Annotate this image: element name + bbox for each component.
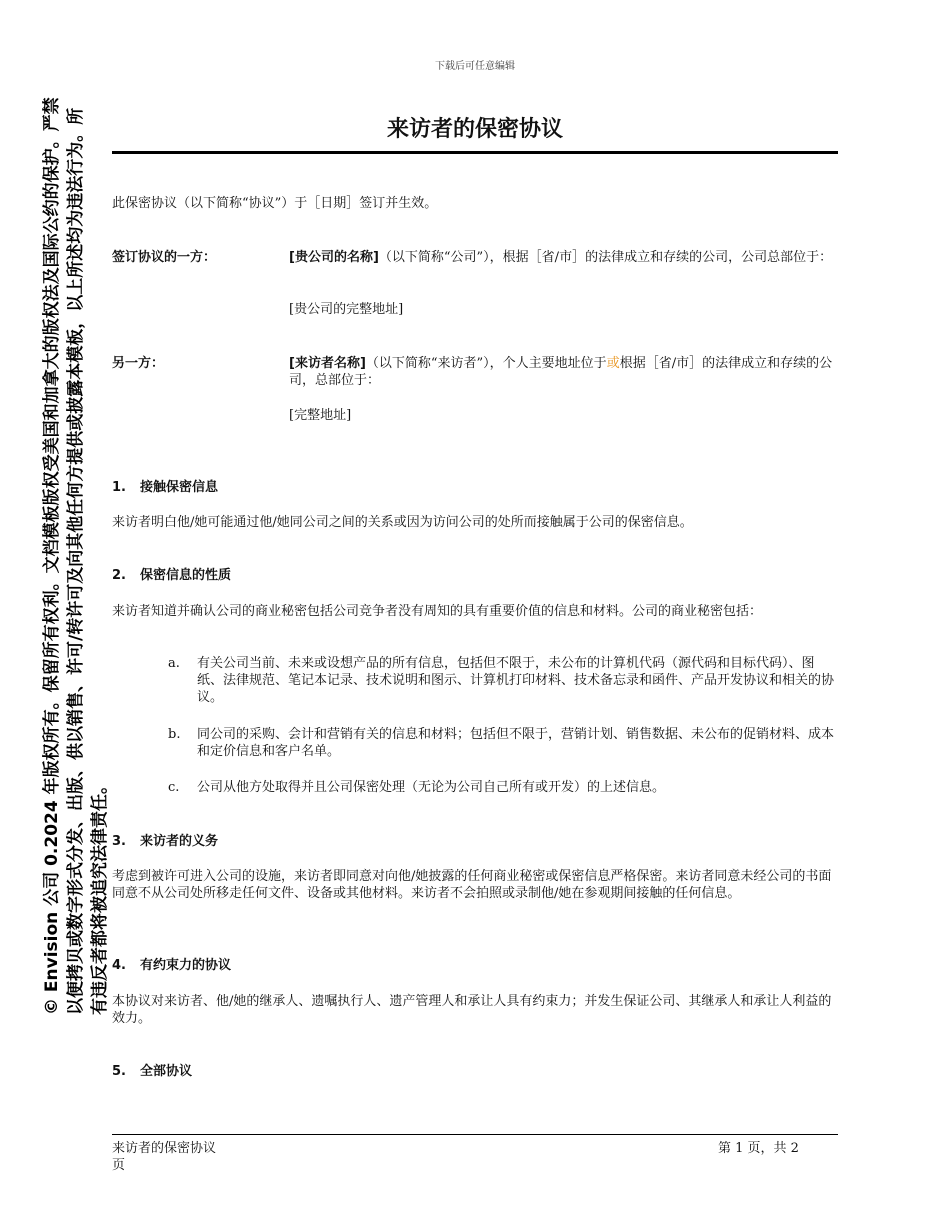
copyright-watermark	[40, 5, 112, 1015]
section-4-heading	[112, 957, 231, 974]
intro-paragraph: 此保密协议（以下简称“协议”）于［日期］签订并生效。	[112, 196, 438, 211]
party2-description	[289, 355, 838, 389]
section-3-title: 来访者的义务	[140, 834, 219, 849]
footer-page-number: 第 1 页，共 2	[718, 1141, 799, 1156]
footer-page-number-tail: 页	[112, 1158, 126, 1173]
section-5-title: 全部协议	[140, 1064, 193, 1079]
party2-text-a: （以下简称“来访者”），个人主要地址位于	[365, 356, 607, 371]
section-5-heading	[112, 1063, 192, 1080]
party1-label: 签订协议的一方：	[112, 250, 217, 265]
list-marker: b.	[168, 727, 181, 742]
section-2-number: 2.	[112, 568, 126, 583]
party1-text: （以下简称“公司”），根据［省/市］的法律成立和存续的公司，公司总部位于：	[378, 250, 833, 265]
list-item	[168, 779, 838, 796]
section-3-heading	[112, 833, 218, 850]
section-2-title: 保密信息的性质	[140, 568, 232, 583]
watermark-line-2: 以便拷贝或数字形式分发、出版、供以销售、许可/转许可及向其他任何方提供或披露本模板，以上所述均为违法行为。所	[66, 107, 86, 1015]
document-title: 来访者的保密协议	[386, 117, 563, 142]
party2-or-highlight: 或	[606, 356, 620, 371]
list-marker: a.	[168, 656, 180, 671]
section-1-heading	[112, 479, 218, 496]
section-1-number: 1.	[112, 480, 126, 495]
list-item-text: 有关公司当前、未来或设想产品的所有信息，包括但不限于，未公布的计算机代码（源代码和目标代码）、图纸、法律规范、笔记本记录、技术说明和图示、计算机打印材料、技术备忘录和函件、产品开发协议和相关的协议。	[197, 656, 835, 705]
section-1-title: 接触保密信息	[140, 480, 219, 495]
section-1-text: 来访者明白他/她可能通过他/她同公司之间的关系或因为访问公司的处所而接触属于公司的保密信息。	[112, 515, 693, 530]
section-4-number: 4.	[112, 958, 126, 973]
title-divider	[112, 151, 838, 154]
list-marker: c.	[168, 780, 180, 795]
watermark-line-3: 有违反者都将被追究法律责任。	[90, 777, 110, 1015]
party1-description	[289, 249, 838, 266]
list-item-text: 公司从他方处取得并且公司保密处理（无论为公司自己所有或开发）的上述信息。	[197, 780, 666, 795]
footer-document-name: 来访者的保密协议	[112, 1141, 217, 1156]
watermark-line-1: © Envision 公司 0.2024 年版权所有。保留所有权利。文档模板版权受美国和加拿大的版权法及国际公约的保护。严禁	[42, 97, 62, 1015]
party2-name: [来访者名称]	[289, 356, 366, 371]
section-3-number: 3.	[112, 834, 126, 849]
section-4-text: 本协议对来访者、他/她的继承人、遗嘱执行人、遗产管理人和承让人具有约束力；并发生保证公司、其继承人和承让人利益的效力。	[112, 994, 832, 1026]
section-3-text: 考虑到被许可进入公司的设施，来访者即同意对向他/她披露的任何商业秘密或保密信息严格保密。来访者同意未经公司的书面同意不从公司处所移走任何文件、设备或其他材料。来访者不会拍照或录制他/她在参观期间接触的任何信息。	[112, 869, 832, 901]
list-item-text: 同公司的采购、会计和营销有关的信息和材料；包括但不限于，营销计划、销售数据、未公布的促销材料、成本和定价信息和客户名单。	[197, 727, 835, 759]
party2-text-b: 根据［省/市］的法律成立和存续的公司，总部位于：	[289, 356, 833, 388]
party2-label: 另一方：	[112, 356, 165, 371]
section-2-text: 来访者知道并确认公司的商业秘密包括公司竞争者没有周知的具有重要价值的信息和材料。公司的商业秘密包括：	[112, 604, 763, 619]
list-item	[168, 655, 838, 706]
party1-name: [贵公司的名称]	[289, 250, 379, 265]
list-item	[168, 726, 838, 760]
section-2-heading	[112, 567, 231, 584]
footer-divider	[112, 1134, 838, 1135]
section-4-title: 有约束力的协议	[140, 958, 232, 973]
party2-address: [完整地址]	[289, 408, 352, 423]
section-5-number: 5.	[112, 1064, 126, 1079]
party1-address: [贵公司的完整地址]	[289, 302, 404, 317]
header-note: 下载后可任意编辑	[435, 61, 515, 72]
